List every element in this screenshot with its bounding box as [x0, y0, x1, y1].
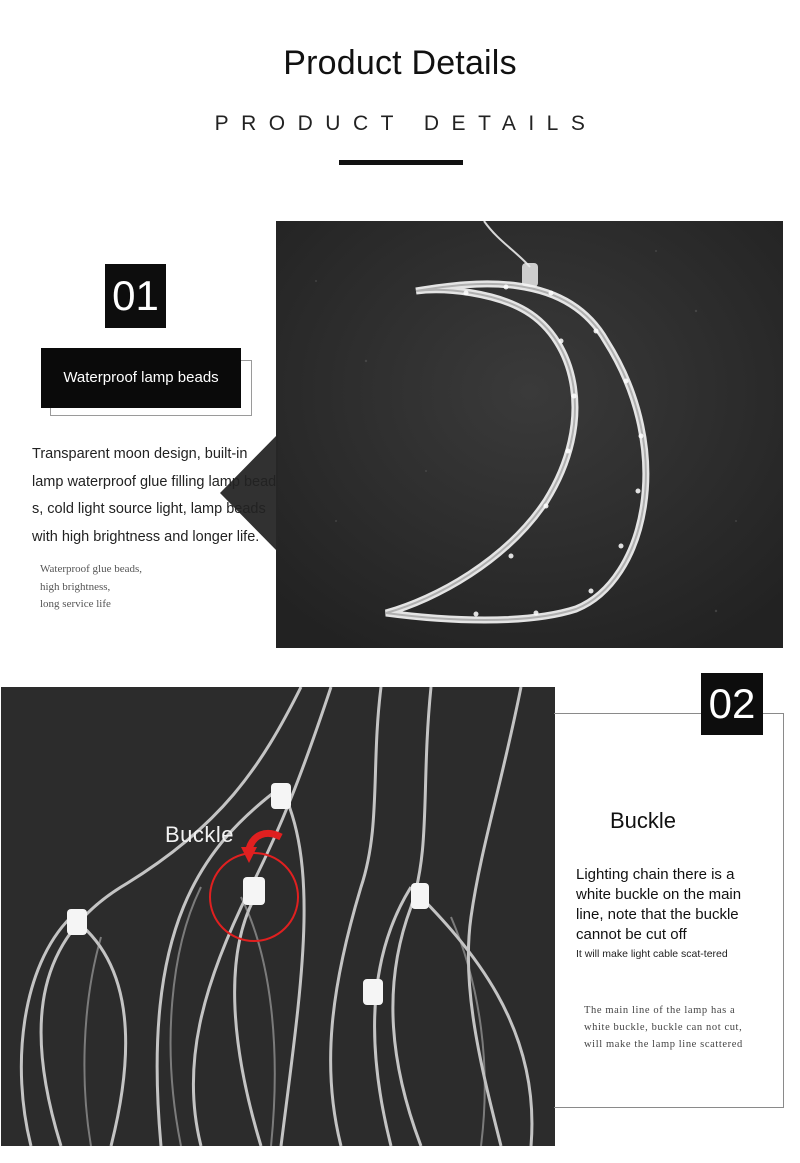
section-number: 01 [105, 264, 166, 328]
note-line: will make the lamp line scattered [584, 1039, 743, 1050]
section-title: Buckle [610, 808, 677, 833]
note-line: high brightness, [40, 580, 111, 593]
feature-warning: It will make light cable scat-tered [576, 948, 728, 960]
title-divider [339, 160, 463, 165]
feature-description: Transparent moon design, built-in lamp waterproof glue filling lamp bead s, cold light source light, lamp beads with high brightness and longer life. [32, 446, 277, 545]
feature-note [40, 561, 240, 614]
moon-lamp-photo [276, 221, 783, 648]
feature-note [584, 1002, 774, 1053]
feature-description: Lighting chain there is a white buckle on the main line, note that the buckle cannot be cut off [576, 866, 742, 943]
note-line: The main line of the lamp has a [584, 1005, 736, 1016]
feature-badge: Waterproof lamp beads [41, 348, 241, 408]
photo-buckle-label: Buckle [165, 822, 235, 847]
note-line: Waterproof glue beads, [40, 563, 143, 575]
page-title: Product Details [283, 44, 517, 82]
note-line: white buckle, buckle can not cut, [584, 1022, 743, 1033]
buckle-cables-photo [1, 687, 555, 1146]
note-line: long service life [40, 598, 111, 610]
page-subtitle: PRODUCT DETAILS [214, 112, 598, 135]
section-number: 02 [701, 673, 763, 735]
